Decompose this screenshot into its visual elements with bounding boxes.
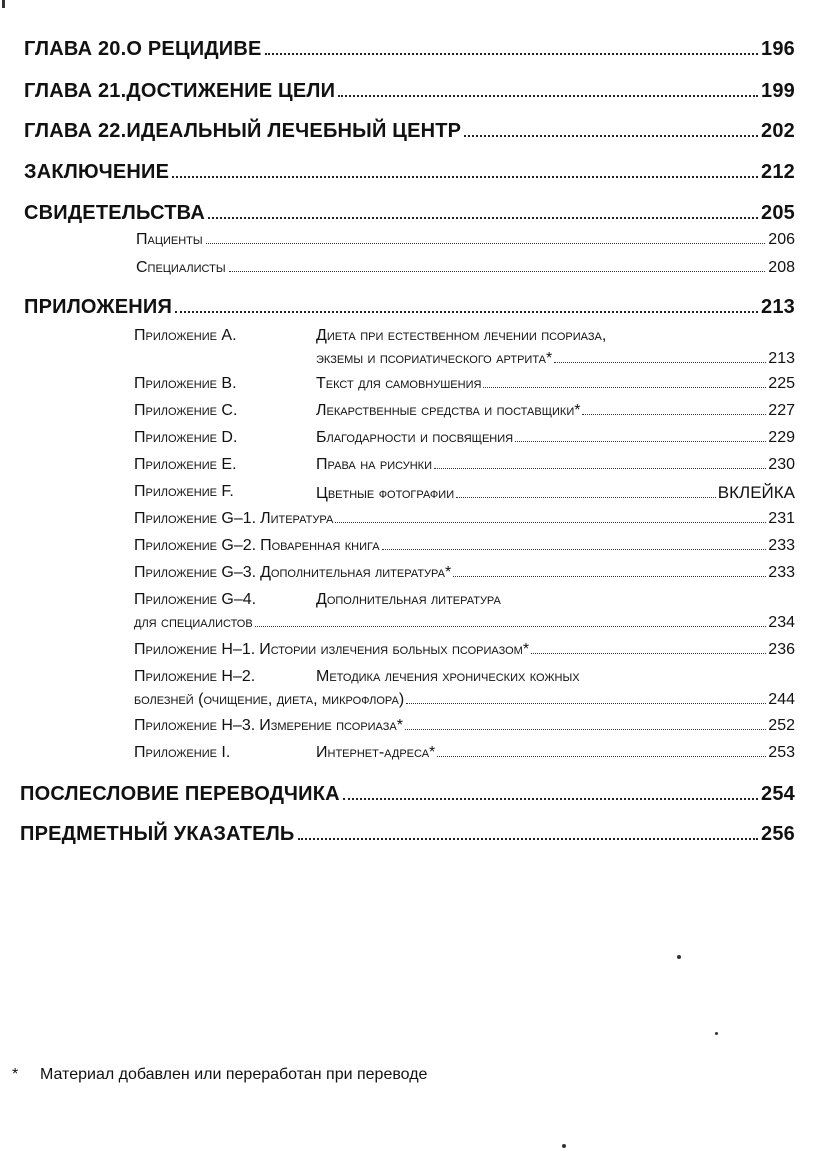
page-number: 206 <box>768 231 795 248</box>
page-number: 256 <box>761 823 795 845</box>
dot-leader <box>255 626 767 627</box>
dot-leader <box>453 576 766 577</box>
page-number: 233 <box>768 564 795 581</box>
toc-entry-chapter-22[interactable] <box>24 120 795 143</box>
page-number: 254 <box>761 783 795 805</box>
entry-title: болезней (очищение, диета, микрофлора) <box>134 691 405 708</box>
dot-leader <box>265 53 758 55</box>
dot-leader <box>464 135 758 137</box>
dot-leader <box>208 217 758 219</box>
appendix-entry-g3[interactable] <box>134 564 795 582</box>
appendix-label-d: Приложение D. <box>134 429 238 446</box>
page-number: 252 <box>768 717 795 734</box>
appendix-label-h3: Приложение H–3. <box>134 717 256 734</box>
page-number: 213 <box>768 350 795 367</box>
dot-leader <box>483 387 766 388</box>
entry-title: Специалисты <box>136 259 226 276</box>
entry-title: СВИДЕТЕЛЬСТВА <box>24 202 205 224</box>
dot-leader <box>229 271 766 272</box>
entry-title: Литература <box>260 510 334 527</box>
entry-title: Права на рисунки <box>316 456 432 473</box>
entry-title: Дополнительная литература* <box>260 564 452 581</box>
page-number: ВКЛЕЙКА <box>717 483 795 502</box>
entry-title: ГЛАВА 21.ДОСТИЖЕНИЕ ЦЕЛИ <box>24 80 336 102</box>
entry-title: ЗАКЛЮЧЕНИЕ <box>24 161 170 183</box>
scan-speck <box>715 1032 718 1035</box>
appendix-label-h1: Приложение H–1. <box>134 641 256 658</box>
entry-title: ПРИЛОЖЕНИЯ <box>24 296 173 318</box>
footnote-marker: * <box>12 1066 19 1083</box>
entry-title: Поваренная книга <box>260 537 380 554</box>
page-number: 196 <box>761 38 795 60</box>
appendix-label-g3: Приложение G–3. <box>134 564 257 581</box>
appendix-label-f: Приложение F. <box>134 483 234 500</box>
dot-leader <box>206 243 766 244</box>
page-number: 212 <box>761 161 795 183</box>
entry-title: Измерение псориаза* <box>259 717 403 734</box>
appendix-label-a: Приложение A. <box>134 327 237 344</box>
appendix-entry-e[interactable] <box>316 456 795 474</box>
appendix-entry-c[interactable] <box>316 402 795 420</box>
appendix-label-g1: Приложение G–1. <box>134 510 257 527</box>
page-number: 202 <box>761 120 795 142</box>
entry-title: ГЛАВА 22.ИДЕАЛЬНЫЙ ЛЕЧЕБНЫЙ ЦЕНТР <box>24 120 462 142</box>
dot-leader <box>531 653 766 654</box>
page-number: 234 <box>768 614 795 631</box>
dot-leader <box>582 414 766 415</box>
entry-title: Пациенты <box>136 231 203 248</box>
entry-title: Лекарственные средства и поставщики* <box>316 402 581 419</box>
dot-leader <box>554 362 766 363</box>
appendix-entry-h2[interactable] <box>134 691 795 709</box>
page-number: 199 <box>761 80 795 102</box>
appendix-entry-g4[interactable] <box>134 614 795 632</box>
dot-leader <box>382 549 767 550</box>
entry-title: ПРЕДМЕТНЫЙ УКАЗАТЕЛЬ <box>20 823 295 845</box>
dot-leader <box>515 441 766 442</box>
entry-title: Благодарности и посвящения <box>316 429 514 446</box>
appendix-entry-h3[interactable] <box>134 717 795 735</box>
appendix-label-g2: Приложение G–2. <box>134 537 257 554</box>
dot-leader <box>172 176 758 178</box>
page-number: 236 <box>768 641 795 658</box>
appendix-label-i: Приложение I. <box>134 744 231 761</box>
page-number: 208 <box>768 259 795 276</box>
appendix-title-g4-line1[interactable]: Дополнительная литература <box>316 591 501 608</box>
toc-entry-appendices[interactable] <box>24 296 795 319</box>
footnote-text: Материал добавлен или переработан при переводе <box>40 1066 428 1083</box>
dot-leader <box>175 311 758 313</box>
appendix-entry-b[interactable] <box>316 375 795 393</box>
appendix-entry-d[interactable] <box>316 429 795 447</box>
dot-leader <box>434 468 766 469</box>
scan-speck <box>677 955 681 959</box>
entry-title: Истории излечения больных псориазом* <box>259 641 530 658</box>
scan-speck <box>2 0 5 8</box>
dot-leader <box>405 729 766 730</box>
appendix-label-h2: Приложение H–2. <box>134 668 256 685</box>
toc-entry-chapter-21[interactable] <box>24 80 795 103</box>
page-number: 227 <box>768 402 795 419</box>
page-number: 253 <box>768 744 795 761</box>
toc-entry-translator-afterword[interactable] <box>20 783 795 806</box>
page-number: 205 <box>761 202 795 224</box>
entry-title: Текст для самовнушения <box>316 375 482 392</box>
toc-entry-testimonials[interactable] <box>24 202 795 225</box>
entry-title: Цветные фотографии <box>316 485 455 502</box>
page-number: 233 <box>768 537 795 554</box>
page-number: 229 <box>768 429 795 446</box>
entry-title: экземы и псориатического артрита* <box>316 350 553 367</box>
page-number: 231 <box>768 510 795 527</box>
toc-entry-conclusion[interactable] <box>24 161 795 184</box>
appendix-entry-h1[interactable] <box>134 641 795 659</box>
footnote <box>12 1066 427 1084</box>
scan-speck <box>562 1144 566 1148</box>
toc-entry-subject-index[interactable] <box>20 823 795 846</box>
entry-title: для специалистов <box>134 614 253 631</box>
appendix-entry-a[interactable] <box>316 350 795 368</box>
appendix-label-c: Приложение C. <box>134 402 238 419</box>
toc-entry-specialists[interactable] <box>136 259 795 277</box>
dot-leader <box>335 522 766 523</box>
dot-leader <box>298 838 759 840</box>
page-number: 225 <box>768 375 795 392</box>
page-number: 230 <box>768 456 795 473</box>
toc-entry-chapter-20[interactable] <box>24 38 795 61</box>
appendix-label-g4: Приложение G–4. <box>134 591 257 608</box>
appendix-label-e: Приложение E. <box>134 456 237 473</box>
page-number: 244 <box>768 691 795 708</box>
appendix-entry-g1[interactable] <box>134 510 795 528</box>
appendix-title-a-line1[interactable]: Диета при естественном лечении псориаза, <box>316 327 607 344</box>
page-number: 213 <box>761 296 795 318</box>
dot-leader <box>437 756 766 757</box>
appendix-label-b: Приложение B. <box>134 375 237 392</box>
dot-leader <box>343 798 758 800</box>
appendix-entry-f[interactable] <box>316 483 795 503</box>
entry-title: ГЛАВА 20.О РЕЦИДИВЕ <box>24 38 262 60</box>
dot-leader <box>456 497 716 498</box>
entry-title: ПОСЛЕСЛОВИЕ ПЕРЕВОДЧИКА <box>20 783 340 805</box>
appendix-title-h2-line1[interactable]: Методика лечения хронических кожных <box>316 668 580 685</box>
appendix-entry-g2[interactable] <box>134 537 795 555</box>
appendix-entry-i[interactable] <box>316 744 795 762</box>
dot-leader <box>338 95 758 97</box>
toc-entry-patients[interactable] <box>136 231 795 249</box>
entry-title: Интернет-адреса* <box>316 744 436 761</box>
dot-leader <box>406 703 766 704</box>
